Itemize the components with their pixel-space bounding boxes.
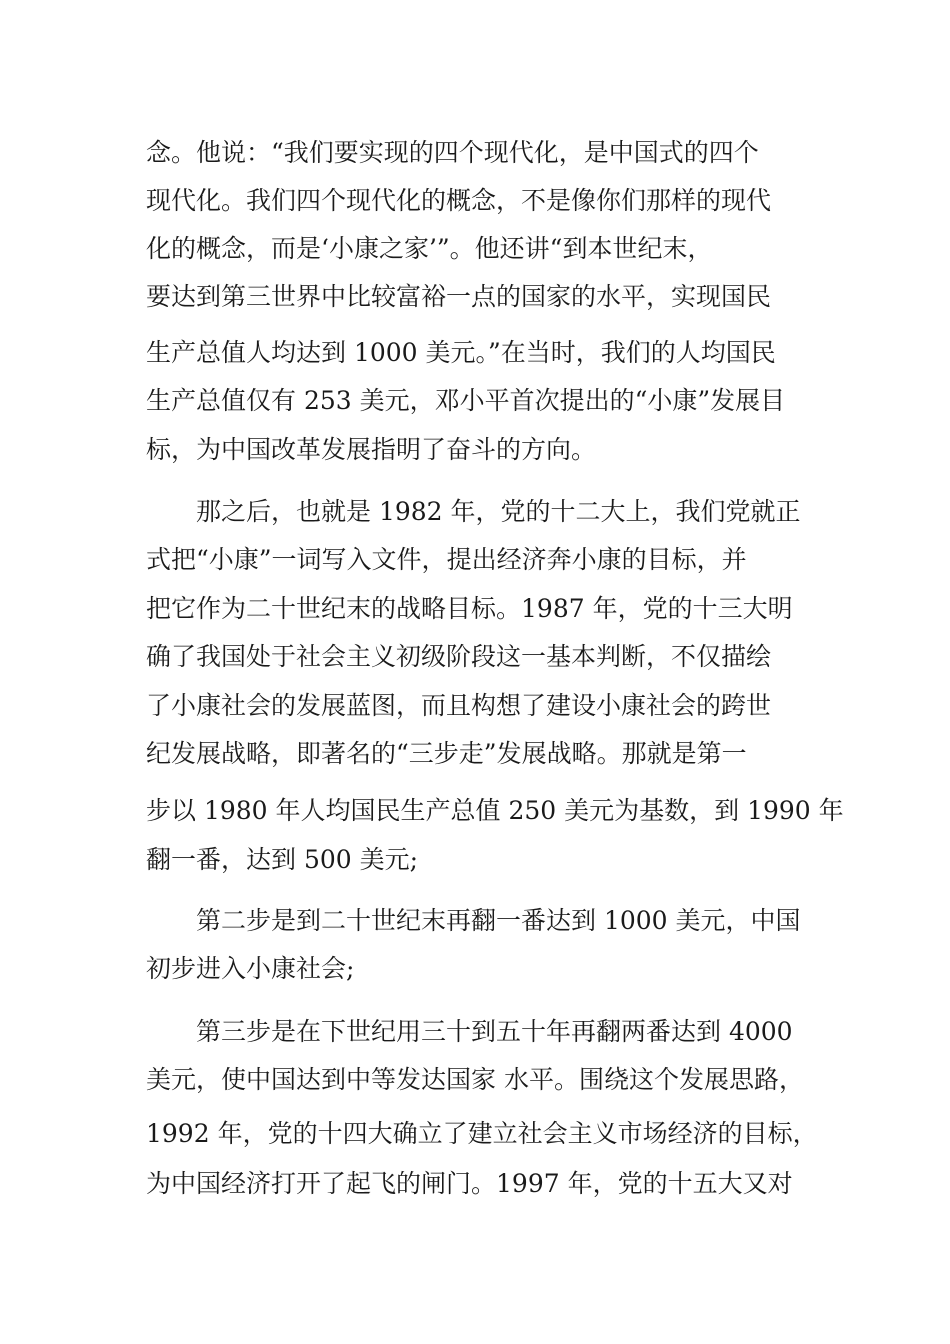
- paragraph-2-line-6: 纪发展战略，即著名的“三步走”发展战略。那就是第一: [146, 739, 747, 768]
- paragraph-2-line-5: 了小康社会的发展蓝图，而且构想了建设小康社会的跨世: [146, 691, 772, 720]
- paragraph-1-line-5: 生产总值人均达到 1000 美元。”在当时，我们的人均国民: [146, 338, 776, 367]
- paragraph-4-line-1: 第三步是在下世纪用三十到五十年再翻两番达到 4000: [196, 1017, 793, 1046]
- paragraph-4-line-2: 美元，使中国达到中等发达国家 水平。围绕这个发展思路，: [146, 1065, 804, 1094]
- paragraph-1-line-6: 生产总值仅有 253 美元，邓小平首次提出的“小康”发展目: [146, 386, 786, 415]
- paragraph-2-line-8: 翻一番，达到 500 美元;: [146, 845, 419, 874]
- paragraph-1-line-1: 念。他说：“我们要实现的四个现代化，是中国式的四个: [146, 138, 759, 167]
- paragraph-1-line-7: 标，为中国改革发展指明了奋斗的方向。: [146, 435, 597, 464]
- paragraph-1-line-2: 现代化。我们四个现代化的概念，不是像你们那样的现代: [146, 186, 772, 215]
- paragraph-3-line-1: 第二步是到二十世纪末再翻一番达到 1000 美元，中国: [196, 906, 801, 935]
- paragraph-4-line-4: 为中国经济打开了起飞的闸门。1997 年，党的十五大又对: [146, 1169, 793, 1198]
- paragraph-3-line-2: 初步进入小康社会;: [146, 954, 355, 983]
- paragraph-1-line-4: 要达到第三世界中比较富裕一点的国家的水平，实现国民: [146, 282, 772, 311]
- paragraph-4-line-3: 1992 年，党的十四大确立了建立社会主义市场经济的目标，: [146, 1119, 818, 1148]
- paragraph-2-line-3: 把它作为二十世纪末的战略目标。1987 年，党的十三大明: [146, 594, 793, 623]
- paragraph-2-line-2: 式把“小康”一词写入文件，提出经济奔小康的目标，并: [146, 545, 747, 574]
- paragraph-2-line-7: 步以 1980 年人均国民生产总值 250 美元为基数，到 1990 年: [146, 796, 844, 825]
- paragraph-2-line-1: 那之后，也就是 1982 年，党的十二大上，我们党就正: [196, 497, 801, 526]
- paragraph-2-line-4: 确了我国处于社会主义初级阶段这一基本判断，不仅描绘: [146, 642, 772, 671]
- paragraph-1-line-3: 化的概念，而是‘小康之家’”。他还讲“到本世纪末，: [146, 234, 713, 263]
